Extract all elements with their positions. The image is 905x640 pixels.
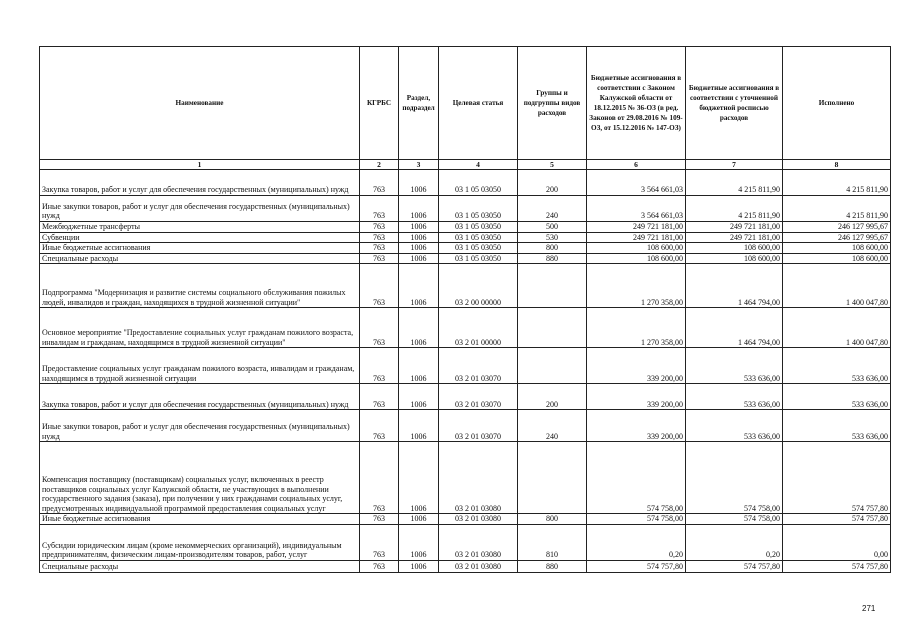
row-law-allocation-cell: 0,20	[587, 524, 686, 560]
row-kgrbs-cell: 763	[360, 442, 399, 514]
row-kgrbs-cell: 763	[360, 560, 399, 572]
row-law-allocation-cell: 574 758,00	[587, 514, 686, 525]
row-kgrbs-cell: 763	[360, 308, 399, 348]
row-target-article-cell: 03 2 01 03070	[439, 384, 518, 410]
page-number: 271	[862, 604, 876, 613]
row-law-allocation-cell: 574 757,80	[587, 560, 686, 572]
table-row	[40, 170, 891, 196]
row-razdel-cell: 1006	[399, 384, 439, 410]
row-name-cell: Подпрограмма "Модернизация и развитие системы социального обслуживания пожилых людей, инвалидов и граждан, находящихся в трудной жизненной ситуации"	[40, 264, 360, 308]
row-list-allocation-cell: 0,20	[686, 524, 783, 560]
row-razdel-cell: 1006	[399, 442, 439, 514]
budget-execution-table	[39, 46, 890, 573]
row-expense-group-cell	[518, 264, 587, 308]
row-law-allocation-cell: 339 200,00	[587, 348, 686, 384]
row-executed-cell: 0,00	[783, 524, 891, 560]
row-expense-group-cell: 800	[518, 514, 587, 525]
row-executed-cell: 533 636,00	[783, 348, 891, 384]
row-target-article-cell: 03 1 05 03050	[439, 232, 518, 243]
table-row	[40, 196, 891, 222]
col-number: 5	[518, 160, 587, 170]
row-list-allocation-cell: 574 757,80	[686, 560, 783, 572]
row-executed-cell: 574 757,80	[783, 442, 891, 514]
table-row	[40, 243, 891, 254]
row-name-cell: Иные закупки товаров, работ и услуг для обеспечения государственных (муниципальных) нужд	[40, 196, 360, 222]
row-expense-group-cell: 810	[518, 524, 587, 560]
row-list-allocation-cell: 1 464 794,00	[686, 264, 783, 308]
row-expense-group-cell: 200	[518, 170, 587, 196]
col-number: 7	[686, 160, 783, 170]
row-razdel-cell: 1006	[399, 264, 439, 308]
row-kgrbs-cell: 763	[360, 253, 399, 264]
row-razdel-cell: 1006	[399, 253, 439, 264]
table-row	[40, 442, 891, 514]
row-name-cell: Субвенции	[40, 232, 360, 243]
row-executed-cell: 4 215 811,90	[783, 170, 891, 196]
row-razdel-cell: 1006	[399, 232, 439, 243]
row-name-cell: Основное мероприятие "Предоставление социальных услуг гражданам пожилого возраста, инвалидам и гражданам, находящимся в трудной жизненной ситуации"	[40, 308, 360, 348]
row-name-cell: Компенсация поставщику (поставщикам) социальных услуг, включенных в реестр поставщиков социальных услуг Калужской области, не участвующих в выполнении государственного задания (заказа), при получении у них гражданами социальных услуг, предусмотренных индивидуальной программой предоставления социальных услуг	[40, 442, 360, 514]
row-razdel-cell: 1006	[399, 514, 439, 525]
row-list-allocation-cell: 249 721 181,00	[686, 232, 783, 243]
row-executed-cell: 533 636,00	[783, 384, 891, 410]
row-law-allocation-cell: 3 564 661,03	[587, 196, 686, 222]
row-kgrbs-cell: 763	[360, 170, 399, 196]
table-row	[40, 348, 891, 384]
row-kgrbs-cell: 763	[360, 348, 399, 384]
row-razdel-cell: 1006	[399, 170, 439, 196]
row-name-cell: Иные закупки товаров, работ и услуг для обеспечения государственных (муниципальных) нужд	[40, 410, 360, 442]
row-target-article-cell: 03 2 01 03070	[439, 410, 518, 442]
row-list-allocation-cell: 108 600,00	[686, 243, 783, 254]
row-law-allocation-cell: 574 758,00	[587, 442, 686, 514]
row-kgrbs-cell: 763	[360, 196, 399, 222]
col-header-name: Наименование	[40, 47, 360, 160]
table-row	[40, 524, 891, 560]
row-list-allocation-cell: 4 215 811,90	[686, 196, 783, 222]
col-header-expense-group: Группы и подгруппы видов расходов	[518, 47, 587, 160]
row-law-allocation-cell: 1 270 358,00	[587, 264, 686, 308]
row-target-article-cell: 03 1 05 03050	[439, 196, 518, 222]
row-razdel-cell: 1006	[399, 222, 439, 233]
table-row	[40, 384, 891, 410]
row-expense-group-cell: 240	[518, 410, 587, 442]
row-target-article-cell: 03 2 01 03070	[439, 348, 518, 384]
row-target-article-cell: 03 2 00 00000	[439, 264, 518, 308]
row-executed-cell: 4 215 811,90	[783, 196, 891, 222]
row-executed-cell: 1 400 047,80	[783, 308, 891, 348]
row-list-allocation-cell: 249 721 181,00	[686, 222, 783, 233]
row-kgrbs-cell: 763	[360, 222, 399, 233]
row-expense-group-cell: 880	[518, 560, 587, 572]
row-expense-group-cell: 240	[518, 196, 587, 222]
row-kgrbs-cell: 763	[360, 514, 399, 525]
row-kgrbs-cell: 763	[360, 232, 399, 243]
row-name-cell: Субсидии юридическим лицам (кроме некоммерческих организаций), индивидуальным предпринимателям, физическим лицам-производителям товаров, работ, услуг	[40, 524, 360, 560]
row-law-allocation-cell: 108 600,00	[587, 253, 686, 264]
row-name-cell: Специальные расходы	[40, 560, 360, 572]
row-law-allocation-cell: 339 200,00	[587, 384, 686, 410]
header-row	[40, 47, 891, 160]
table-row	[40, 264, 891, 308]
row-name-cell: Межбюджетные трансферты	[40, 222, 360, 233]
row-razdel-cell: 1006	[399, 308, 439, 348]
row-law-allocation-cell: 249 721 181,00	[587, 222, 686, 233]
row-kgrbs-cell: 763	[360, 384, 399, 410]
row-expense-group-cell	[518, 348, 587, 384]
col-header-list-allocations: Бюджетные ассигнования в соответствии с уточненной бюджетной росписью расходов	[686, 47, 783, 160]
row-list-allocation-cell: 1 464 794,00	[686, 308, 783, 348]
col-number: 3	[399, 160, 439, 170]
row-list-allocation-cell: 574 758,00	[686, 442, 783, 514]
row-law-allocation-cell: 339 200,00	[587, 410, 686, 442]
row-expense-group-cell: 800	[518, 243, 587, 254]
row-law-allocation-cell: 1 270 358,00	[587, 308, 686, 348]
row-kgrbs-cell: 763	[360, 410, 399, 442]
row-expense-group-cell: 500	[518, 222, 587, 233]
row-target-article-cell: 03 1 05 03050	[439, 170, 518, 196]
row-name-cell: Закупка товаров, работ и услуг для обеспечения государственных (муниципальных) нужд	[40, 384, 360, 410]
table-row	[40, 410, 891, 442]
row-executed-cell: 574 757,80	[783, 514, 891, 525]
table-row	[40, 308, 891, 348]
row-target-article-cell: 03 2 01 03080	[439, 560, 518, 572]
row-executed-cell: 1 400 047,80	[783, 264, 891, 308]
table-row	[40, 222, 891, 233]
row-kgrbs-cell: 763	[360, 264, 399, 308]
row-target-article-cell: 03 2 01 03080	[439, 442, 518, 514]
row-list-allocation-cell: 574 758,00	[686, 514, 783, 525]
row-target-article-cell: 03 1 05 03050	[439, 243, 518, 254]
row-target-article-cell: 03 2 01 03080	[439, 514, 518, 525]
col-number: 1	[40, 160, 360, 170]
row-expense-group-cell: 200	[518, 384, 587, 410]
row-executed-cell: 246 127 995,67	[783, 222, 891, 233]
row-name-cell: Иные бюджетные ассигнования	[40, 243, 360, 254]
row-razdel-cell: 1006	[399, 243, 439, 254]
row-executed-cell: 574 757,80	[783, 560, 891, 572]
row-law-allocation-cell: 249 721 181,00	[587, 232, 686, 243]
row-target-article-cell: 03 2 01 00000	[439, 308, 518, 348]
row-target-article-cell: 03 1 05 03050	[439, 222, 518, 233]
table-body	[40, 170, 891, 573]
row-name-cell: Специальные расходы	[40, 253, 360, 264]
row-kgrbs-cell: 763	[360, 243, 399, 254]
row-razdel-cell: 1006	[399, 410, 439, 442]
table-row	[40, 560, 891, 572]
row-law-allocation-cell: 108 600,00	[587, 243, 686, 254]
row-list-allocation-cell: 533 636,00	[686, 348, 783, 384]
table-row	[40, 253, 891, 264]
col-number: 2	[360, 160, 399, 170]
row-razdel-cell: 1006	[399, 524, 439, 560]
row-law-allocation-cell: 3 564 661,03	[587, 170, 686, 196]
row-name-cell: Предоставление социальных услуг гражданам пожилого возраста, инвалидам и гражданам, находящимся в трудной жизненной ситуации	[40, 348, 360, 384]
table-row	[40, 514, 891, 525]
row-list-allocation-cell: 533 636,00	[686, 384, 783, 410]
col-number: 4	[439, 160, 518, 170]
row-name-cell: Закупка товаров, работ и услуг для обеспечения государственных (муниципальных) нужд	[40, 170, 360, 196]
row-list-allocation-cell: 108 600,00	[686, 253, 783, 264]
row-expense-group-cell: 880	[518, 253, 587, 264]
table-row	[40, 232, 891, 243]
row-expense-group-cell	[518, 442, 587, 514]
row-executed-cell: 108 600,00	[783, 243, 891, 254]
col-header-kgrbs: КГРБС	[360, 47, 399, 160]
row-executed-cell: 108 600,00	[783, 253, 891, 264]
row-expense-group-cell	[518, 308, 587, 348]
col-number: 8	[783, 160, 891, 170]
row-list-allocation-cell: 533 636,00	[686, 410, 783, 442]
col-header-executed: Исполнено	[783, 47, 891, 160]
row-razdel-cell: 1006	[399, 560, 439, 572]
row-kgrbs-cell: 763	[360, 524, 399, 560]
col-header-razdel: Раздел, подраздел	[399, 47, 439, 160]
row-razdel-cell: 1006	[399, 348, 439, 384]
column-number-row	[40, 160, 891, 170]
row-list-allocation-cell: 4 215 811,90	[686, 170, 783, 196]
row-target-article-cell: 03 1 05 03050	[439, 253, 518, 264]
row-razdel-cell: 1006	[399, 196, 439, 222]
col-header-law-allocations: Бюджетные ассигнования в соответствии с Законом Калужской области от 18.12.2015 № 36-ОЗ (в ред. Законов от 29.08.2016 № 109-ОЗ, от 15.12.2016 № 147-ОЗ)	[587, 47, 686, 160]
row-executed-cell: 246 127 995,67	[783, 232, 891, 243]
row-expense-group-cell: 530	[518, 232, 587, 243]
col-header-target-article: Целевая статья	[439, 47, 518, 160]
row-executed-cell: 533 636,00	[783, 410, 891, 442]
row-name-cell: Иные бюджетные ассигнования	[40, 514, 360, 525]
row-target-article-cell: 03 2 01 03080	[439, 524, 518, 560]
col-number: 6	[587, 160, 686, 170]
